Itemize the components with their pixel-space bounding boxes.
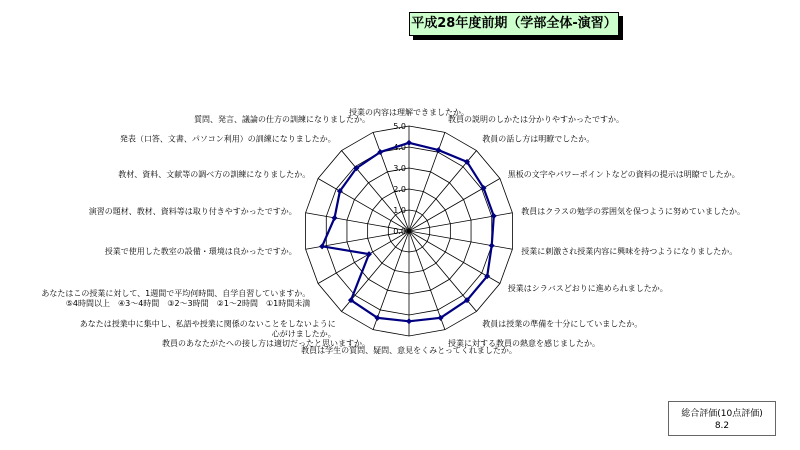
overall-score-label: 総合評価(10点評価) <box>681 409 763 419</box>
grid-spoke <box>409 231 445 330</box>
category-label: 授業で使用した教室の設備・環境は良かったですか。 <box>104 246 297 256</box>
category-label: 演習の題材、教材、資料等は取り付きやすかったですか。 <box>88 207 297 217</box>
category-label: 授業の内容は理解できましたか。 <box>349 108 469 117</box>
category-label: 教員の話し方は明瞭でしたか。 <box>482 134 595 144</box>
category-label: 授業に対する教員の熱意を感じましたか。 <box>447 339 600 349</box>
overall-score-value: 8.2 <box>714 421 730 431</box>
category-label: 授業に刺激され授業内容に興味を持つようになりましたか。 <box>521 246 738 256</box>
data-point <box>366 251 372 257</box>
data-point <box>406 318 412 324</box>
category-label: 教員はクラスの勉学の雰囲気を保つように努めていましたか。 <box>521 207 746 217</box>
category-label: 黒板の文字やパワーポイントなどの資料の提示は明瞭でしたか。 <box>507 170 740 179</box>
chart-title: 平成28年度前期（学部全体-演習） <box>409 12 619 36</box>
tick-label: 3.0 <box>393 164 406 173</box>
category-label: 心がけましたか。 <box>271 329 336 339</box>
category-label: 教員は学生の質問、疑問、意見をくみとってくれましたか。 <box>301 346 517 355</box>
category-label: 教材、資料、文献等の調べ方の訓練になりましたか。 <box>118 170 311 179</box>
category-label: 教員は授業の準備を十分にしていましたか。 <box>482 319 643 329</box>
tick-label: 0.0 <box>393 227 406 236</box>
data-point <box>489 243 495 249</box>
category-label: 発表（口答、文書、パソコン利用）の訓練になりましたか。 <box>119 134 336 144</box>
category-label: あなたは授業中に集中し、私語や授業に関係のないことをしないように <box>79 319 336 329</box>
category-label: 質問、発言、議論の仕方の訓練になりましたか。 <box>194 114 371 124</box>
tick-label: 5.0 <box>393 122 406 131</box>
tick-label: 2.0 <box>393 185 406 194</box>
data-point <box>406 140 412 146</box>
tick-label: 4.0 <box>393 143 406 152</box>
category-label: ⑤4時間以上 ④3～4時間 ③2～3時間 ②1～2時間 ①1時間未満 <box>65 299 311 308</box>
category-label: 授業はシラバスどおりに進められましたか。 <box>507 284 668 293</box>
category-label: 教員のあなたがたへの接し方は適切だったと思いますか。 <box>162 339 371 349</box>
overall-score-box <box>668 401 776 436</box>
category-label: あなたはこの授業に対して、1週間で平均何時間、自学自習していますか。 <box>41 289 311 298</box>
grid-spoke <box>373 231 409 330</box>
tick-label: 1.0 <box>393 206 406 215</box>
category-label: 教員の説明のしかたは分かりやすかったですか。 <box>447 114 624 124</box>
